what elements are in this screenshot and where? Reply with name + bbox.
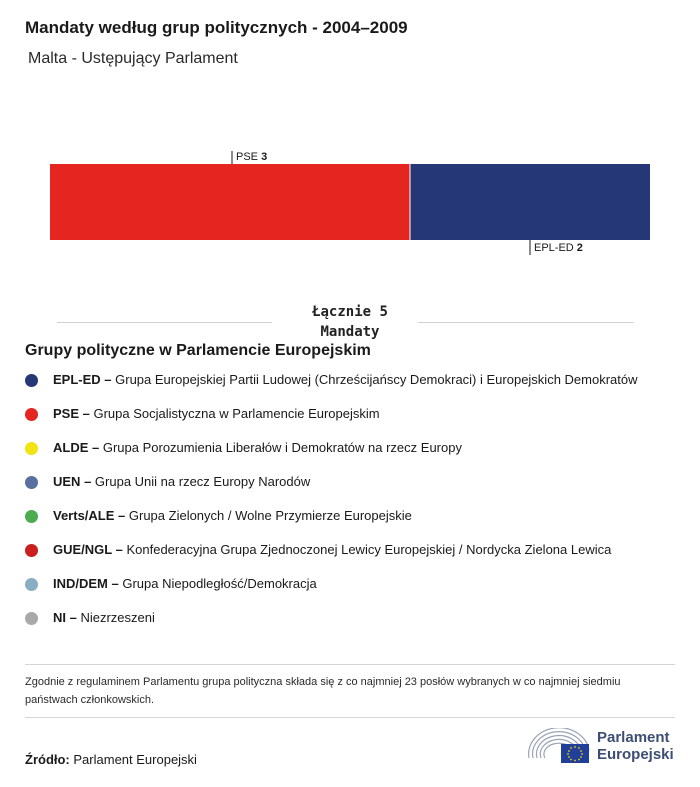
legend-desc: Grupa Niepodległość/Demokracja bbox=[122, 576, 317, 591]
legend-desc: Grupa Socjalistyczna w Parlamencie Europejskim bbox=[93, 406, 380, 421]
legend-item: UEN – Grupa Unii na rzecz Europy Narodów bbox=[25, 473, 638, 507]
source-value: Parlament Europejski bbox=[73, 752, 197, 767]
parliament-logo[interactable] bbox=[527, 728, 674, 764]
legend-abbr: GUE/NGL bbox=[53, 542, 112, 557]
chart-title: Mandaty według grup politycznych - 2004–2009 bbox=[25, 18, 408, 37]
legend-item: IND/DEM – Grupa Niepodległość/Demokracja bbox=[25, 575, 638, 609]
total-label: Łącznie 5 bbox=[312, 304, 388, 320]
legend-color-dot bbox=[25, 442, 38, 455]
legend-item: ALDE – Grupa Porozumienia Liberałów i Demokratów na rzecz Europy bbox=[25, 439, 638, 473]
legend-abbr: Verts/ALE bbox=[53, 508, 115, 523]
bar-label-epl-ed: EPL-ED 2 bbox=[534, 242, 583, 254]
legend-item: EPL-ED – Grupa Europejskiej Partii Ludowej (Chrześcijańscy Demokraci) i Europejskich Demokratów bbox=[25, 371, 638, 405]
legend-item: Verts/ALE – Grupa Zielonych / Wolne Przymierze Europejskie bbox=[25, 507, 638, 541]
legend-abbr: UEN bbox=[53, 474, 81, 489]
divider bbox=[25, 717, 675, 718]
legend-desc: Grupa Zielonych / Wolne Przymierze Europejskie bbox=[128, 508, 412, 523]
legend-color-dot bbox=[25, 476, 38, 489]
legend-color-dot bbox=[25, 578, 38, 591]
legend-abbr: NI bbox=[53, 610, 66, 625]
chart-subtitle: Malta - Ustępujący Parlament bbox=[28, 50, 238, 67]
legend-color-dot bbox=[25, 544, 38, 557]
legend-abbr: PSE bbox=[53, 406, 80, 421]
legend-abbr: IND/DEM bbox=[53, 576, 108, 591]
bar-segment-epl-ed bbox=[410, 164, 650, 240]
legend-desc: Grupa Europejskiej Partii Ludowej (Chrześcijańscy Demokraci) i Europejskich Demokratów bbox=[115, 372, 638, 387]
legend-color-dot bbox=[25, 408, 38, 421]
legend-desc: Grupa Porozumienia Liberałów i Demokratów na rzecz Europy bbox=[102, 440, 462, 455]
divider bbox=[25, 664, 675, 665]
legend-heading: Grupy polityczne w Parlamencie Europejskim bbox=[25, 342, 371, 359]
legend-item: GUE/NGL – Konfederacyjna Grupa Zjednoczonej Lewicy Europejskiej / Nordycka Zielona Lewica bbox=[25, 541, 638, 575]
total-unit: Mandaty bbox=[320, 324, 380, 340]
hemicycle-flag-icon bbox=[527, 728, 591, 764]
source bbox=[25, 752, 197, 767]
legend-desc: Konfederacyjna Grupa Zjednoczonej Lewicy Europejskiej / Nordycka Zielona Lewica bbox=[126, 542, 612, 557]
legend-item: PSE – Grupa Socjalistyczna w Parlamencie Europejskim bbox=[25, 405, 638, 439]
legend-item: NI – Niezrzeszeni bbox=[25, 609, 638, 643]
total-seats bbox=[270, 302, 430, 342]
legend-color-dot bbox=[25, 612, 38, 625]
logo-line2: Europejski bbox=[597, 746, 674, 763]
source-label: Źródło: bbox=[25, 752, 70, 767]
total-divider-right bbox=[418, 322, 634, 323]
legend-desc: Grupa Unii na rzecz Europy Narodów bbox=[94, 474, 311, 489]
legend-color-dot bbox=[25, 374, 38, 387]
seat-bar-chart bbox=[0, 140, 700, 270]
legend-abbr: ALDE bbox=[53, 440, 89, 455]
footnote: Zgodnie z regulaminem Parlamentu grupa polityczna składa się z co najmniej 23 posłów wybranych w co najmniej siedmiu państwach członkowskich. bbox=[25, 676, 621, 706]
legend-color-dot bbox=[25, 510, 38, 523]
legend-abbr: EPL-ED bbox=[53, 372, 101, 387]
legend-desc: Niezrzeszeni bbox=[80, 610, 155, 625]
total-divider-left bbox=[57, 322, 272, 323]
legend bbox=[25, 371, 638, 643]
bar-segment-pse bbox=[50, 164, 410, 240]
logo-line1: Parlament bbox=[597, 729, 670, 746]
bar-label-pse: PSE 3 bbox=[236, 151, 268, 163]
